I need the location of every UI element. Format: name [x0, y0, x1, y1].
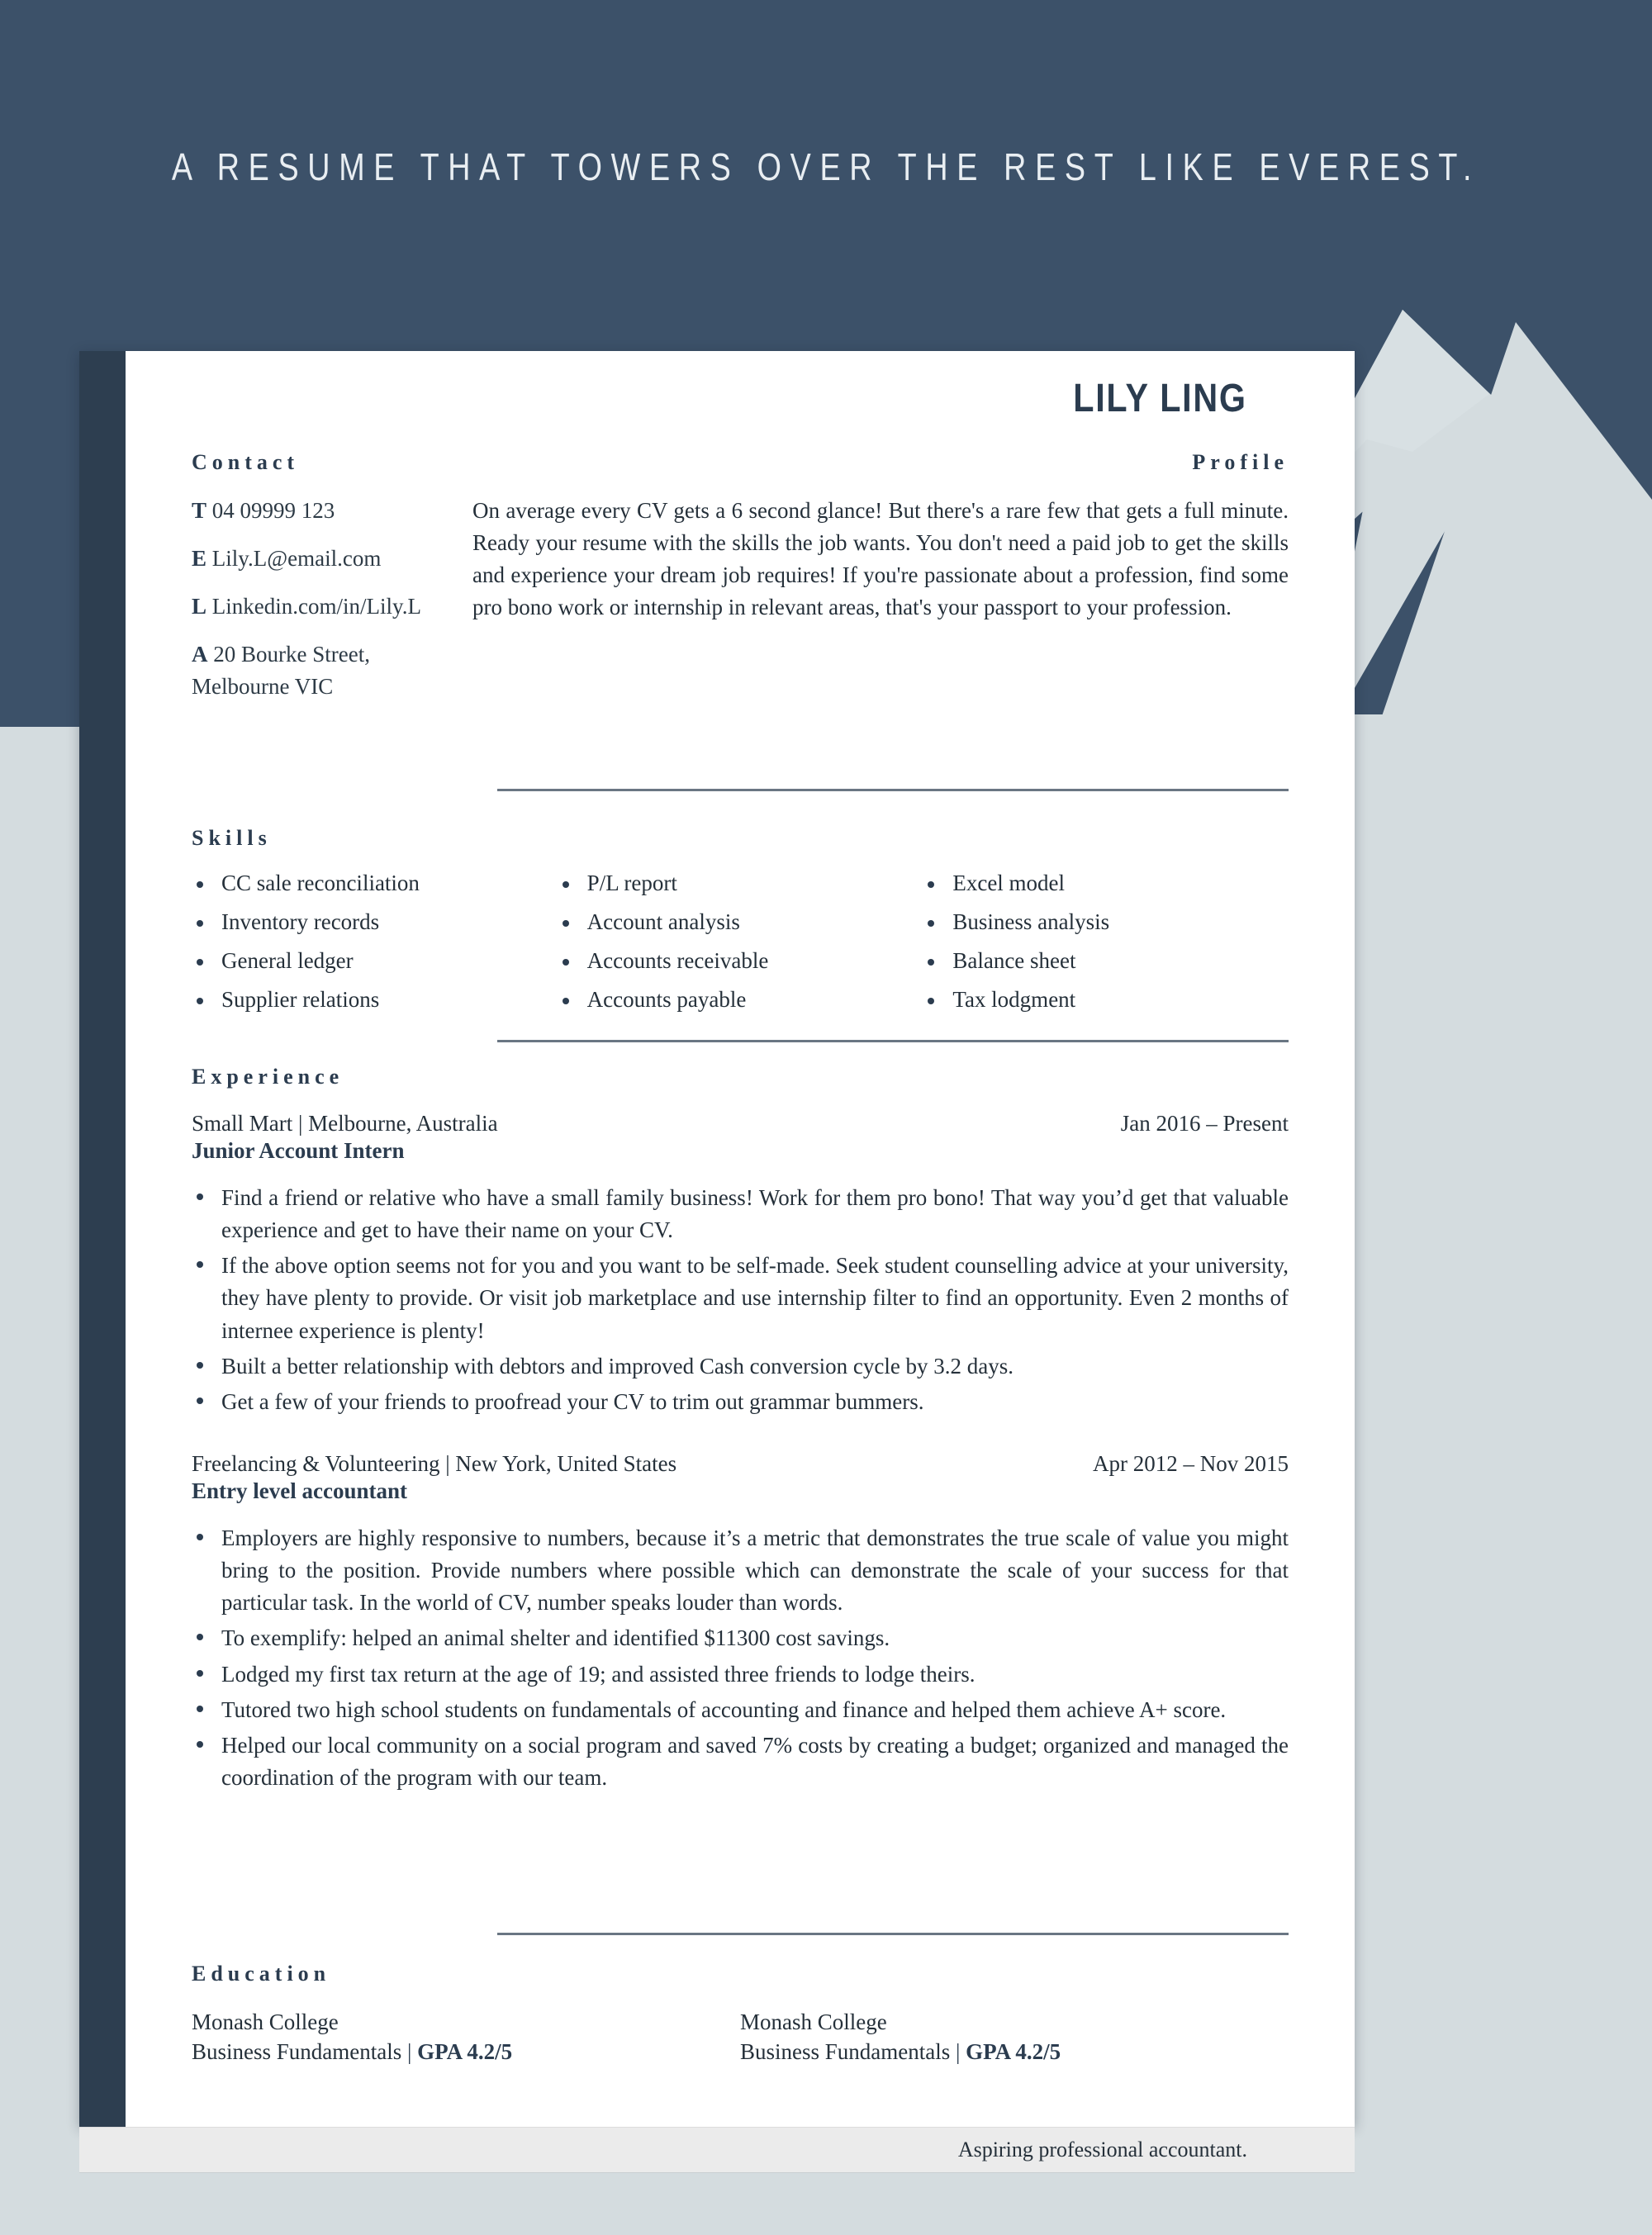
skills-columns: [192, 872, 1289, 1027]
contact-section: [192, 450, 423, 702]
list-item: If the above option seems not for you and you want to be self-made. Seek student counselling advice at your university, they have plenty to provide. Or visit job marketplace and use internship filter to find an opportunity. Even 2 months of internee experience is plenty!: [192, 1250, 1289, 1346]
education-degree-line: [192, 2038, 740, 2067]
divider-after-profile: [192, 789, 1289, 791]
banner-headline: A RESUME THAT TOWERS OVER THE REST LIKE EVEREST.: [171, 145, 1481, 188]
contact-address: [192, 638, 423, 703]
contact-address-key: A: [192, 641, 208, 667]
contact-phone: [192, 495, 423, 527]
divider-after-experience: [192, 1933, 1289, 1935]
page-title: LILY LING: [1073, 377, 1247, 420]
skills-column-2: [558, 872, 923, 1027]
profile-text: On average every CV gets a 6 second glance! But there's a rare few that gets a full minute. Ready your resume with the skills the job wants. You don't need a paid job to get the skills and experience your dream job requires! If you're passionate about a profession, find some pro bono work or internship in relevant areas, that's your passport to your profession.: [472, 498, 1289, 619]
list-item: Built a better relationship with debtors and improved Cash conversion cycle by 3.2 days.: [192, 1350, 1289, 1383]
contact-linkedin: [192, 591, 423, 623]
contact-linkedin-value: Linkedin.com/in/Lily.L: [211, 593, 421, 619]
contact-list: [192, 495, 423, 702]
experience-entry-1: [192, 1111, 1289, 1418]
education-school: Monash College: [192, 2010, 339, 2034]
list-item: Get a few of your friends to proofread your CV to trim out grammar bummers.: [192, 1386, 1289, 1418]
list-item: To exemplify: helped an animal shelter and identified $11300 cost savings.: [192, 1622, 1289, 1654]
education-entry-2: [740, 2008, 1289, 2067]
job-organization: Small Mart | Melbourne, Australia: [192, 1111, 498, 1136]
skills-column-3: [923, 872, 1289, 1027]
list-item: Supplier relations: [192, 989, 558, 1011]
job-organization: Freelancing & Volunteering | New York, United States: [192, 1450, 677, 1476]
header-two-column: [192, 450, 1289, 702]
list-item: Find a friend or relative who have a small family business! Work for them pro bono! That way you’d get that valuable experience and get to have their name on your CV.: [192, 1182, 1289, 1246]
skills-section: [192, 826, 1289, 1027]
contact-address-value: 20 Bourke Street, Melbourne VIC: [192, 641, 370, 699]
education-entry-1: [192, 2008, 740, 2067]
education-degree: Business Fundamentals: [740, 2038, 951, 2064]
contact-email: [192, 543, 423, 575]
footer-tagline: Aspiring professional accountant.: [957, 2138, 1247, 2161]
job-bullets: [192, 1522, 1289, 1794]
list-item: CC sale reconciliation: [192, 872, 558, 894]
footer-bar: [79, 2127, 1355, 2173]
experience-section: [192, 1065, 1289, 1794]
education-separator: |: [950, 2038, 966, 2064]
page-left-stripe: [79, 351, 126, 2127]
education-degree: Business Fundamentals: [192, 2038, 402, 2064]
skills-column-1: [192, 872, 558, 1027]
list-item: Business analysis: [923, 911, 1289, 933]
skills-heading: Skills: [192, 826, 272, 850]
profile-heading: Profile: [1192, 450, 1289, 474]
education-school: Monash College: [740, 2010, 887, 2034]
contact-phone-value: 04 09999 123: [211, 498, 335, 523]
education-heading: Education: [192, 1962, 331, 1986]
contact-email-key: E: [192, 545, 207, 571]
list-item: General ledger: [192, 950, 558, 972]
job-title: Entry level accountant: [192, 1478, 407, 1503]
list-item: Account analysis: [558, 911, 923, 933]
education-gpa: GPA 4.2/5: [966, 2038, 1061, 2064]
list-item: Employers are highly responsive to numbers, because it’s a metric that demonstrates the true scale of value you might bring to the position. Provide numbers where possible which can demonstrate the scale of your success for that particular task. In the world of CV, number speaks louder than words.: [192, 1522, 1289, 1619]
list-item: Balance sheet: [923, 950, 1289, 972]
job-header: [192, 1451, 1289, 1477]
list-item: Excel model: [923, 872, 1289, 894]
education-separator: |: [401, 2038, 418, 2064]
job-dates: Jan 2016 – Present: [1120, 1111, 1289, 1136]
education-columns: [192, 2008, 1289, 2067]
education-gpa: GPA 4.2/5: [417, 2038, 513, 2064]
divider-after-skills: [192, 1040, 1289, 1042]
contact-email-value: Lily.L@email.com: [211, 545, 382, 571]
list-item: Inventory records: [192, 911, 558, 933]
list-item: Tax lodgment: [923, 989, 1289, 1011]
page-content: [126, 351, 1355, 2127]
education-section: [192, 1962, 1289, 2067]
profile-section: [472, 450, 1289, 702]
job-title: Junior Account Intern: [192, 1138, 405, 1163]
job-header: [192, 1111, 1289, 1136]
job-dates: Apr 2012 – Nov 2015: [1093, 1450, 1289, 1476]
list-item: Tutored two high school students on fundamentals of accounting and finance and helped them achieve A+ score.: [192, 1694, 1289, 1726]
list-item: Accounts receivable: [558, 950, 923, 972]
list-item: Helped our local community on a social program and saved 7% costs by creating a budget; organized and managed the coordination of the program with our team.: [192, 1730, 1289, 1794]
job-bullets: [192, 1182, 1289, 1418]
list-item: Lodged my first tax return at the age of 19; and assisted three friends to lodge theirs.: [192, 1658, 1289, 1691]
resume-page: [79, 351, 1355, 2127]
contact-linkedin-key: L: [192, 593, 207, 619]
contact-phone-key: T: [192, 498, 207, 523]
experience-entry-2: [192, 1451, 1289, 1794]
experience-heading: Experience: [192, 1065, 344, 1089]
education-degree-line: [740, 2038, 1289, 2067]
list-item: Accounts payable: [558, 989, 923, 1011]
list-item: P/L report: [558, 872, 923, 894]
contact-heading: Contact: [192, 450, 300, 474]
